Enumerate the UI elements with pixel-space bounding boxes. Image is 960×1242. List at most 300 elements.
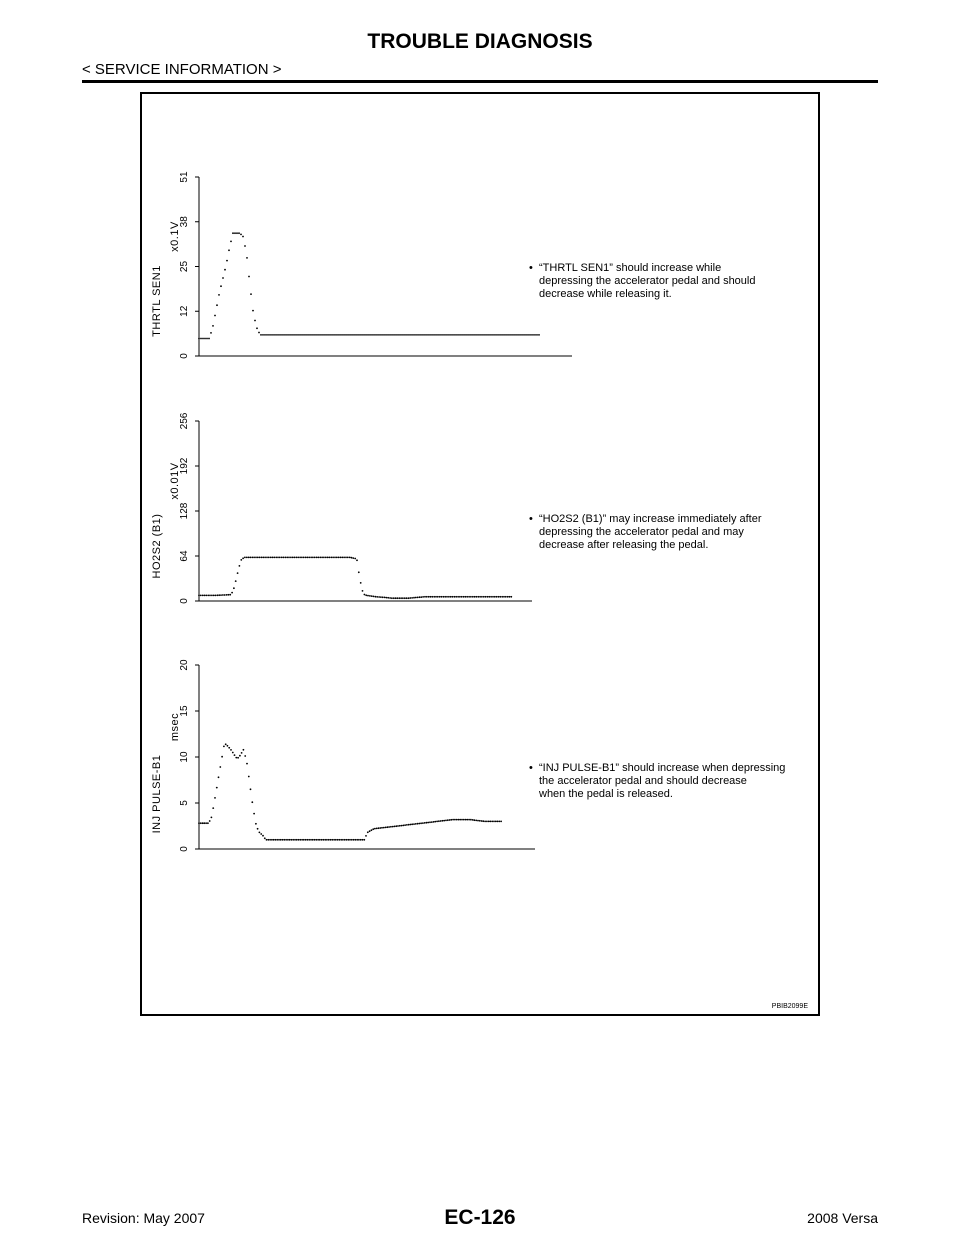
data-point xyxy=(282,334,284,336)
data-point xyxy=(246,257,248,259)
data-point xyxy=(378,827,380,829)
data-point xyxy=(312,334,314,336)
data-point xyxy=(324,334,326,336)
data-point xyxy=(438,334,440,336)
data-point xyxy=(403,825,405,827)
data-point xyxy=(461,819,463,821)
y-unit-label: x0.1V xyxy=(169,221,181,252)
data-point xyxy=(419,823,421,825)
y-tick-label: 0 xyxy=(179,353,190,359)
data-point xyxy=(319,839,321,841)
data-point xyxy=(472,596,474,598)
data-point xyxy=(516,334,518,336)
data-point xyxy=(499,596,501,598)
data-point xyxy=(468,596,470,598)
data-point xyxy=(372,334,374,336)
data-point xyxy=(438,820,440,822)
data-point xyxy=(241,752,243,754)
data-point xyxy=(208,338,210,340)
data-point xyxy=(510,334,512,336)
data-point xyxy=(433,596,435,598)
data-point xyxy=(242,557,244,559)
data-point xyxy=(285,839,287,841)
chart-1 xyxy=(151,171,755,359)
data-point xyxy=(365,594,367,596)
data-point xyxy=(202,595,204,597)
data-point xyxy=(428,596,430,598)
data-point xyxy=(362,334,364,336)
data-point xyxy=(314,839,316,841)
data-point xyxy=(461,596,463,598)
data-point xyxy=(333,839,335,841)
data-point xyxy=(404,824,406,826)
data-point xyxy=(371,829,373,831)
data-point xyxy=(334,334,336,336)
data-point xyxy=(356,559,358,561)
data-point xyxy=(488,334,490,336)
data-point xyxy=(341,557,343,559)
y-tick-label: 15 xyxy=(179,705,190,717)
data-point xyxy=(308,557,310,559)
y-tick-label: 64 xyxy=(179,550,190,562)
data-point xyxy=(329,557,331,559)
data-point xyxy=(221,756,223,758)
y-tick-label: 12 xyxy=(179,305,190,317)
data-point xyxy=(538,334,540,336)
data-point xyxy=(478,334,480,336)
data-point xyxy=(501,596,503,598)
data-point xyxy=(318,557,320,559)
data-point xyxy=(368,334,370,336)
data-point xyxy=(448,596,450,598)
data-point xyxy=(498,334,500,336)
data-point xyxy=(411,597,413,599)
data-point xyxy=(278,839,280,841)
data-point xyxy=(235,757,237,759)
data-point xyxy=(353,839,355,841)
data-point xyxy=(266,839,268,841)
data-point xyxy=(455,596,457,598)
data-point xyxy=(200,822,202,824)
data-point xyxy=(504,334,506,336)
data-point xyxy=(432,334,434,336)
data-point xyxy=(490,821,492,823)
data-point xyxy=(422,596,424,598)
data-point xyxy=(440,334,442,336)
data-point xyxy=(224,269,226,271)
data-point xyxy=(492,596,494,598)
data-point xyxy=(480,334,482,336)
data-point xyxy=(458,819,460,821)
data-point xyxy=(486,821,488,823)
data-point xyxy=(434,334,436,336)
data-point xyxy=(500,821,502,823)
data-point xyxy=(234,232,236,234)
data-point xyxy=(452,819,454,821)
y-tick-label: 20 xyxy=(179,659,190,671)
note-line: depressing the accelerator pedal and should xyxy=(539,275,756,287)
y-axis-title: THRTL SEN1 xyxy=(151,265,163,337)
data-point xyxy=(367,831,369,833)
data-point xyxy=(321,557,323,559)
data-point xyxy=(200,338,202,340)
data-point xyxy=(417,597,419,599)
data-point xyxy=(391,597,393,599)
data-point xyxy=(424,334,426,336)
data-point xyxy=(296,557,298,559)
data-point xyxy=(390,334,392,336)
note-line: decrease while releasing it. xyxy=(539,288,672,300)
data-point xyxy=(314,557,316,559)
data-point xyxy=(375,596,377,598)
data-point xyxy=(482,334,484,336)
data-point xyxy=(218,294,220,296)
data-point xyxy=(268,334,270,336)
data-point xyxy=(250,788,252,790)
data-point xyxy=(401,825,403,827)
data-point xyxy=(340,839,342,841)
data-point xyxy=(262,557,264,559)
data-point xyxy=(326,334,328,336)
data-point xyxy=(520,334,522,336)
chart-2 xyxy=(151,412,762,604)
data-point xyxy=(210,332,212,334)
data-point xyxy=(459,596,461,598)
data-point xyxy=(446,334,448,336)
data-point xyxy=(356,839,358,841)
data-point xyxy=(264,334,266,336)
data-point xyxy=(302,334,304,336)
data-point xyxy=(202,338,204,340)
note-line: the accelerator pedal and should decrease xyxy=(539,775,747,787)
data-point xyxy=(369,830,371,832)
data-point xyxy=(424,596,426,598)
data-point xyxy=(307,839,309,841)
data-point xyxy=(215,595,217,597)
note-line: “HO2S2 (B1)” may increase immediately after xyxy=(539,513,762,525)
data-point xyxy=(464,334,466,336)
y-tick-label: 51 xyxy=(179,171,190,183)
data-point xyxy=(332,557,334,559)
data-point xyxy=(374,334,376,336)
data-point xyxy=(345,557,347,559)
data-point xyxy=(232,752,234,754)
data-point xyxy=(255,823,257,825)
data-point xyxy=(506,334,508,336)
data-point xyxy=(342,839,344,841)
data-point xyxy=(264,557,266,559)
data-point xyxy=(488,596,490,598)
data-point xyxy=(198,338,200,340)
data-point xyxy=(334,557,336,559)
data-point xyxy=(298,334,300,336)
data-point xyxy=(230,241,232,243)
data-point xyxy=(253,813,255,815)
data-point xyxy=(257,557,259,559)
data-point xyxy=(292,839,294,841)
data-point xyxy=(275,557,277,559)
data-point xyxy=(305,839,307,841)
data-point xyxy=(343,557,345,559)
data-point xyxy=(430,334,432,336)
data-point xyxy=(238,232,240,234)
y-tick-label: 192 xyxy=(179,457,190,475)
data-point xyxy=(534,334,536,336)
data-point xyxy=(325,557,327,559)
data-point xyxy=(351,557,353,559)
y-unit-label: msec xyxy=(169,712,181,742)
data-point xyxy=(410,824,412,826)
data-point xyxy=(397,825,399,827)
data-point xyxy=(318,334,320,336)
data-point xyxy=(524,334,526,336)
data-point xyxy=(211,817,213,819)
data-point xyxy=(496,596,498,598)
revision-date: Revision: May 2007 xyxy=(82,1210,205,1226)
data-point xyxy=(386,597,388,599)
data-point xyxy=(465,596,467,598)
data-point xyxy=(374,828,376,830)
data-point xyxy=(346,839,348,841)
y-tick-label: 0 xyxy=(179,846,190,852)
data-point xyxy=(484,334,486,336)
data-point xyxy=(399,825,401,827)
data-point xyxy=(331,839,333,841)
data-point xyxy=(376,334,378,336)
data-point xyxy=(454,819,456,821)
data-point xyxy=(392,826,394,828)
data-point xyxy=(294,557,296,559)
data-point xyxy=(303,839,305,841)
data-point xyxy=(200,595,202,597)
data-point xyxy=(456,334,458,336)
data-point xyxy=(443,820,445,822)
data-point xyxy=(344,334,346,336)
data-point xyxy=(495,821,497,823)
data-point xyxy=(431,821,433,823)
data-point xyxy=(280,334,282,336)
data-point xyxy=(310,839,312,841)
data-point xyxy=(437,596,439,598)
data-point xyxy=(427,822,429,824)
data-point xyxy=(226,594,228,596)
data-point xyxy=(393,597,395,599)
data-point xyxy=(382,334,384,336)
data-point xyxy=(384,334,386,336)
data-point xyxy=(394,334,396,336)
data-point xyxy=(317,839,319,841)
data-point xyxy=(260,833,262,835)
data-point xyxy=(428,334,430,336)
data-point xyxy=(288,557,290,559)
data-point xyxy=(390,826,392,828)
data-point xyxy=(211,595,213,597)
data-point xyxy=(206,338,208,340)
data-point xyxy=(198,822,200,824)
data-point xyxy=(248,776,250,778)
data-point xyxy=(503,596,505,598)
data-point xyxy=(462,334,464,336)
data-point xyxy=(212,325,214,327)
data-point xyxy=(509,596,511,598)
data-point xyxy=(481,596,483,598)
data-point xyxy=(239,755,241,757)
data-point xyxy=(426,596,428,598)
data-point xyxy=(362,590,364,592)
data-point xyxy=(443,596,445,598)
data-point xyxy=(232,232,234,234)
data-point xyxy=(494,334,496,336)
data-point xyxy=(426,822,428,824)
data-point xyxy=(487,596,489,598)
data-point xyxy=(488,821,490,823)
data-point xyxy=(320,334,322,336)
data-point xyxy=(414,334,416,336)
data-point xyxy=(332,334,334,336)
data-point xyxy=(306,334,308,336)
data-point xyxy=(350,334,352,336)
data-point xyxy=(479,820,481,822)
data-point xyxy=(217,594,219,596)
data-point xyxy=(479,596,481,598)
data-point xyxy=(220,594,222,596)
data-point xyxy=(484,821,486,823)
data-point xyxy=(452,334,454,336)
data-point xyxy=(459,819,461,821)
data-point xyxy=(286,557,288,559)
data-point xyxy=(486,334,488,336)
data-point xyxy=(271,839,273,841)
data-point xyxy=(233,587,235,589)
data-point xyxy=(213,595,215,597)
data-point xyxy=(228,249,230,251)
data-point xyxy=(500,334,502,336)
data-point xyxy=(410,334,412,336)
data-point xyxy=(394,826,396,828)
data-point xyxy=(229,594,231,596)
data-point xyxy=(490,334,492,336)
data-point xyxy=(354,334,356,336)
data-point xyxy=(490,596,492,598)
data-point xyxy=(452,596,454,598)
data-point xyxy=(272,334,274,336)
data-point xyxy=(254,320,256,322)
data-point xyxy=(474,334,476,336)
data-point xyxy=(349,557,351,559)
data-point xyxy=(358,571,360,573)
data-point xyxy=(400,597,402,599)
data-point xyxy=(276,334,278,336)
data-point xyxy=(413,597,415,599)
data-point xyxy=(294,839,296,841)
data-point xyxy=(269,839,271,841)
data-point xyxy=(398,597,400,599)
data-point xyxy=(214,797,216,799)
y-axis-title: HO2S2 (B1) xyxy=(151,513,163,579)
data-point xyxy=(418,334,420,336)
data-point xyxy=(354,558,356,560)
data-point xyxy=(344,839,346,841)
charts-canvas xyxy=(142,94,818,1014)
data-point xyxy=(476,334,478,336)
data-point xyxy=(203,822,205,824)
data-point xyxy=(337,839,339,841)
data-point xyxy=(240,234,242,236)
data-point xyxy=(340,334,342,336)
data-point xyxy=(412,334,414,336)
data-point xyxy=(388,826,390,828)
data-point xyxy=(406,334,408,336)
data-point xyxy=(466,334,468,336)
data-point xyxy=(376,596,378,598)
data-point xyxy=(518,334,520,336)
data-point xyxy=(304,334,306,336)
y-tick-label: 10 xyxy=(179,751,190,763)
data-point xyxy=(380,334,382,336)
note-line: when the pedal is released. xyxy=(539,788,673,800)
data-point xyxy=(253,557,255,559)
data-point xyxy=(266,557,268,559)
data-point xyxy=(502,334,504,336)
data-point xyxy=(248,276,250,278)
note-line: “THRTL SEN1” should increase while xyxy=(539,262,722,274)
data-point xyxy=(310,557,312,559)
data-point xyxy=(335,839,337,841)
data-point xyxy=(284,334,286,336)
data-point xyxy=(360,839,362,841)
data-point xyxy=(454,334,456,336)
data-point xyxy=(228,747,230,749)
data-point xyxy=(364,334,366,336)
data-point xyxy=(388,334,390,336)
note-line: “INJ PULSE-B1” should increase when depressing xyxy=(539,762,786,774)
data-point xyxy=(408,334,410,336)
data-point xyxy=(234,754,236,756)
data-point xyxy=(328,839,330,841)
note-line: decrease after releasing the pedal. xyxy=(539,539,709,551)
data-point xyxy=(386,334,388,336)
y-unit-label: x0.01V xyxy=(169,462,181,500)
data-point xyxy=(362,839,364,841)
data-point xyxy=(474,596,476,598)
data-point xyxy=(385,827,387,829)
data-point xyxy=(351,839,353,841)
data-point xyxy=(430,596,432,598)
data-point xyxy=(435,596,437,598)
data-point xyxy=(442,820,444,822)
data-point xyxy=(395,825,397,827)
data-point xyxy=(468,334,470,336)
data-point xyxy=(366,334,368,336)
data-point xyxy=(532,334,534,336)
data-point xyxy=(294,334,296,336)
data-point xyxy=(303,557,305,559)
data-point xyxy=(292,334,294,336)
data-point xyxy=(290,557,292,559)
data-point xyxy=(460,334,462,336)
data-point xyxy=(417,823,419,825)
data-point xyxy=(225,743,227,745)
data-point xyxy=(338,557,340,559)
data-point xyxy=(237,572,239,574)
data-point xyxy=(312,557,314,559)
data-point xyxy=(205,822,207,824)
data-point xyxy=(216,787,218,789)
data-point xyxy=(314,334,316,336)
data-point xyxy=(330,334,332,336)
data-point xyxy=(230,749,232,751)
figure-frame xyxy=(140,92,820,1016)
